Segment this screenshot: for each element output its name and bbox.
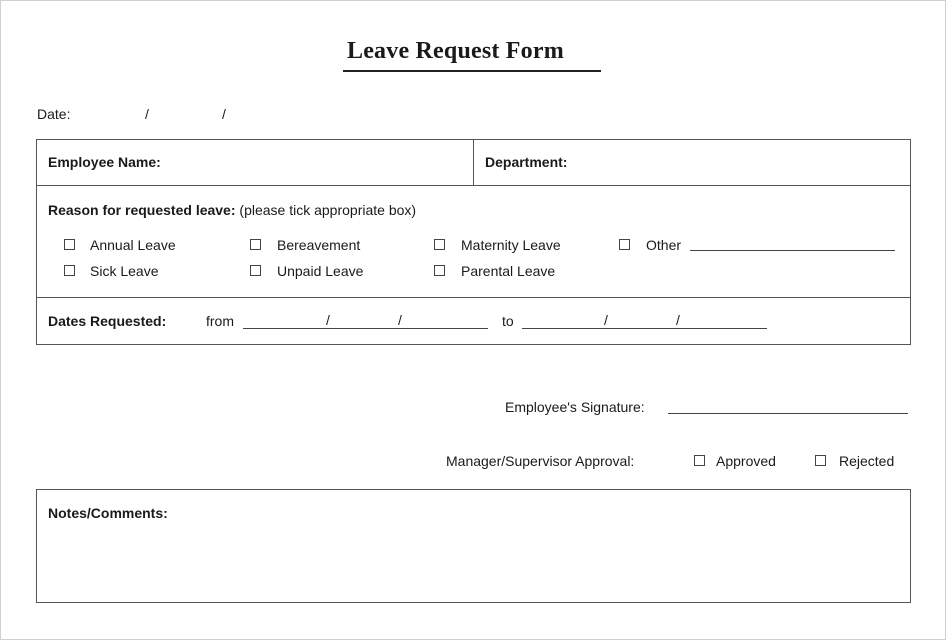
rejected-checkbox[interactable]: [815, 455, 826, 466]
to-label: to: [502, 313, 514, 329]
to-date-slash: /: [676, 312, 680, 328]
from-date-slash: /: [398, 312, 402, 328]
from-date-slash: /: [326, 312, 330, 328]
approval-label: Manager/Supervisor Approval:: [446, 453, 635, 469]
parental-leave-label: Parental Leave: [461, 263, 556, 279]
bereavement-checkbox[interactable]: [250, 239, 261, 250]
bereavement-label: Bereavement: [277, 237, 361, 253]
maternity-leave-label: Maternity Leave: [461, 237, 561, 253]
reason-hint: (please tick appropriate box): [239, 202, 417, 218]
date-slash: /: [145, 106, 149, 122]
unpaid-leave-label: Unpaid Leave: [277, 263, 364, 279]
notes-label: Notes/Comments:: [48, 505, 168, 521]
maternity-leave-checkbox[interactable]: [434, 239, 445, 250]
form-title: Leave Request Form: [347, 38, 564, 64]
reason-label: [48, 202, 416, 218]
signature-line[interactable]: [668, 413, 908, 414]
dates-requested-label: Dates Requested:: [48, 313, 167, 329]
title-underline: [343, 70, 601, 72]
to-date-slash: /: [604, 312, 608, 328]
employee-name-label: Employee Name:: [48, 154, 161, 170]
row-divider: [36, 297, 911, 298]
from-date-line[interactable]: [243, 328, 488, 329]
from-label: from: [206, 313, 234, 329]
signature-label: Employee's Signature:: [505, 399, 645, 415]
rejected-label: Rejected: [839, 453, 895, 469]
reason-label-bold: Reason for requested leave:: [48, 202, 236, 218]
date-label: Date:: [37, 106, 71, 122]
parental-leave-checkbox[interactable]: [434, 265, 445, 276]
sick-leave-checkbox[interactable]: [64, 265, 75, 276]
unpaid-leave-checkbox[interactable]: [250, 265, 261, 276]
other-checkbox[interactable]: [619, 239, 630, 250]
approved-checkbox[interactable]: [694, 455, 705, 466]
approved-label: Approved: [716, 453, 776, 469]
row-divider: [36, 185, 911, 186]
column-divider: [473, 139, 474, 185]
sick-leave-label: Sick Leave: [90, 263, 159, 279]
department-label: Department:: [485, 154, 568, 170]
annual-leave-checkbox[interactable]: [64, 239, 75, 250]
other-label: Other: [646, 237, 682, 253]
date-slash: /: [222, 106, 226, 122]
other-text-line[interactable]: [690, 250, 895, 251]
annual-leave-label: Annual Leave: [90, 237, 176, 253]
to-date-line[interactable]: [522, 328, 767, 329]
